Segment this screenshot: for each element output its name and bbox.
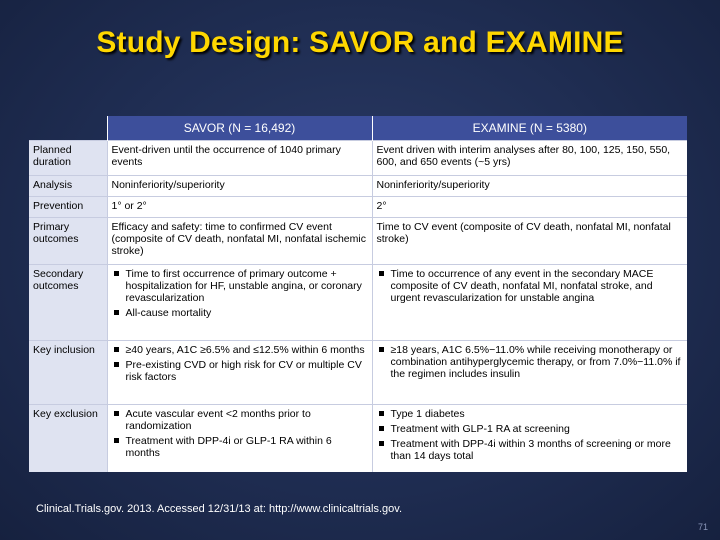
list-item: Type 1 diabetes xyxy=(377,408,684,420)
table-row xyxy=(29,404,687,472)
examine-secondary-outcomes xyxy=(372,264,687,340)
table-row xyxy=(29,264,687,340)
bullet-list xyxy=(377,268,684,304)
examine-analysis: Noninferiority/superiority xyxy=(372,175,687,196)
header-examine: EXAMINE (N = 5380) xyxy=(372,116,687,140)
bullet-list xyxy=(112,268,368,319)
table-row xyxy=(29,196,687,217)
bullet-list xyxy=(377,408,684,462)
table-row xyxy=(29,217,687,264)
list-item: Acute vascular event <2 months prior to randomization xyxy=(112,408,368,432)
row-label-key-inclusion: Key inclusion xyxy=(29,340,107,404)
examine-primary-outcomes: Time to CV event (composite of CV death, nonfatal MI, nonfatal stroke) xyxy=(372,217,687,264)
table-row xyxy=(29,140,687,175)
list-item: Treatment with DPP-4i or GLP-1 RA within 6 months xyxy=(112,435,368,459)
header-savor: SAVOR (N = 16,492) xyxy=(107,116,372,140)
table-row xyxy=(29,340,687,404)
savor-prevention: 1° or 2° xyxy=(107,196,372,217)
savor-secondary-outcomes xyxy=(107,264,372,340)
savor-primary-outcomes: Efficacy and safety: time to confirmed CV event (composite of CV death, nonfatal MI, nonfatal ischemic stroke) xyxy=(107,217,372,264)
savor-analysis: Noninferiority/superiority xyxy=(107,175,372,196)
table-header-row xyxy=(29,116,687,140)
list-item: ≥40 years, A1C ≥6.5% and ≤12.5% within 6 months xyxy=(112,344,368,356)
list-item: All-cause mortality xyxy=(112,307,368,319)
table-row xyxy=(29,175,687,196)
savor-key-inclusion xyxy=(107,340,372,404)
list-item: Pre-existing CVD or high risk for CV or multiple CV risk factors xyxy=(112,359,368,383)
row-label-planned-duration: Planned duration xyxy=(29,140,107,175)
row-label-key-exclusion: Key exclusion xyxy=(29,404,107,472)
bullet-list xyxy=(112,344,368,383)
header-corner xyxy=(29,116,107,140)
study-design-table xyxy=(29,116,687,472)
examine-prevention: 2° xyxy=(372,196,687,217)
examine-key-inclusion xyxy=(372,340,687,404)
row-label-primary-outcomes: Primary outcomes xyxy=(29,217,107,264)
list-item: Time to first occurrence of primary outcome + hospitalization for HF, unstable angina, or coronary revascularization xyxy=(112,268,368,304)
bullet-list xyxy=(377,344,684,380)
slide-title: Study Design: SAVOR and EXAMINE xyxy=(96,26,624,59)
row-label-secondary-outcomes: Secondary outcomes xyxy=(29,264,107,340)
list-item: Treatment with DPP-4i within 3 months of screening or more than 14 days total xyxy=(377,438,684,462)
examine-key-exclusion xyxy=(372,404,687,472)
examine-planned-duration: Event driven with interim analyses after 80, 100, 125, 150, 550, 600, and 650 events (~5 yrs) xyxy=(372,140,687,175)
page-number: 71 xyxy=(697,522,708,532)
list-item: Time to occurrence of any event in the secondary MACE composite of CV death, nonfatal MI, nonfatal stroke, and urgent revascularization for unstable angina xyxy=(377,268,684,304)
row-label-analysis: Analysis xyxy=(29,175,107,196)
list-item: ≥18 years, A1C 6.5%−11.0% while receiving monotherapy or combination antihyperglycemic therapy, or from 7.0%−11.0% if the regimen includes insulin xyxy=(377,344,684,380)
list-item: Treatment with GLP-1 RA at screening xyxy=(377,423,684,435)
bullet-list xyxy=(112,408,368,459)
savor-planned-duration: Event-driven until the occurrence of 1040 primary events xyxy=(107,140,372,175)
row-label-prevention: Prevention xyxy=(29,196,107,217)
citation-footnote: Clinical.Trials.gov. 2013. Accessed 12/31/13 at: http://www.clinicaltrials.gov. xyxy=(36,503,403,515)
savor-key-exclusion xyxy=(107,404,372,472)
